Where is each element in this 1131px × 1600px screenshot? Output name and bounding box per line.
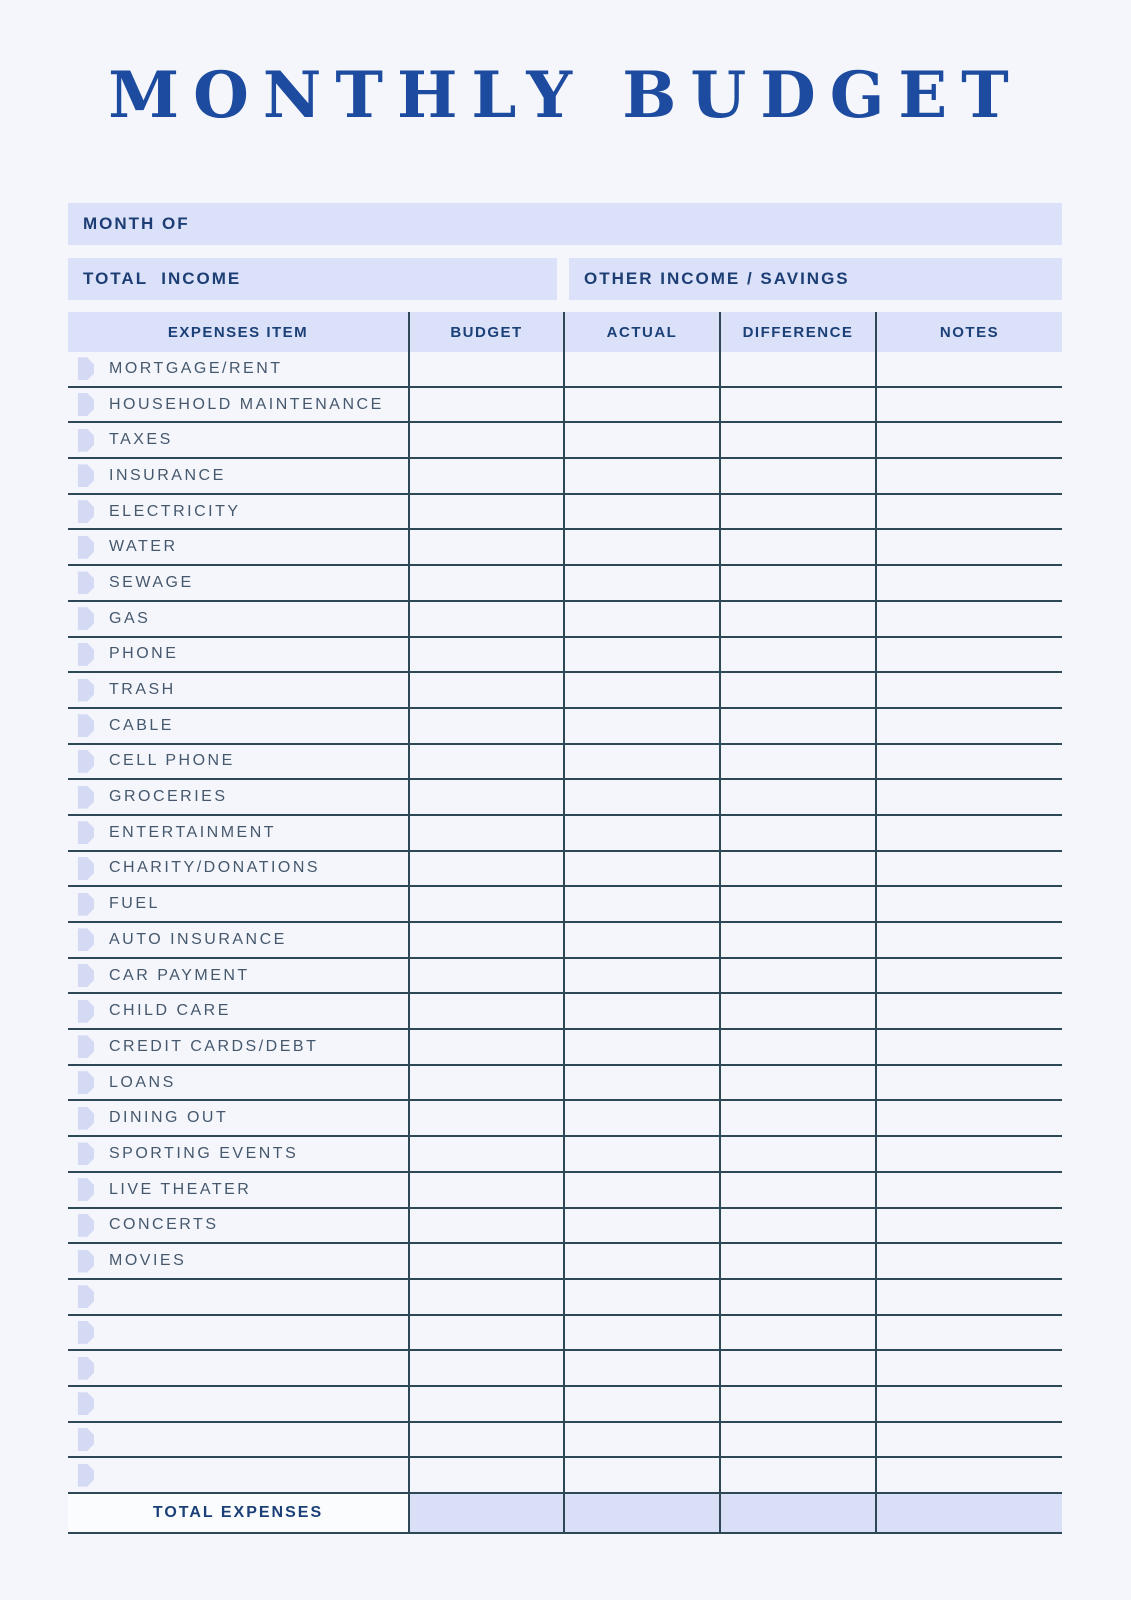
budget-cell[interactable] [408, 1458, 563, 1494]
budget-cell[interactable] [408, 1387, 563, 1423]
budget-cell[interactable] [408, 1137, 563, 1173]
actual-cell[interactable] [563, 994, 719, 1030]
expense-item-cell[interactable] [68, 994, 408, 1030]
expense-item-label: CHILD CARE [109, 1002, 231, 1020]
budget-cell[interactable] [408, 495, 563, 531]
table-row [68, 1316, 1062, 1352]
notes-cell[interactable] [875, 459, 1062, 495]
expense-item-cell[interactable] [68, 352, 408, 388]
difference-cell[interactable] [719, 352, 875, 388]
expense-item-cell[interactable] [68, 638, 408, 674]
expense-item-cell[interactable] [68, 423, 408, 459]
actual-cell[interactable] [563, 673, 719, 709]
notes-cell[interactable] [875, 1137, 1062, 1173]
expense-item-cell[interactable] [68, 745, 408, 781]
expense-item-cell[interactable] [68, 673, 408, 709]
actual-cell[interactable] [563, 566, 719, 602]
expense-item-cell[interactable] [68, 566, 408, 602]
total-expenses-row [68, 1494, 1062, 1534]
budget-cell[interactable] [408, 1316, 563, 1352]
expense-item-label: HOUSEHOLD MAINTENANCE [109, 395, 384, 413]
column-header-budget: BUDGET [408, 312, 563, 352]
expense-item-label: INSURANCE [109, 466, 226, 484]
difference-cell[interactable] [719, 673, 875, 709]
expense-item-cell[interactable] [68, 816, 408, 852]
table-row [68, 709, 1062, 745]
month-of-field[interactable] [68, 203, 1062, 245]
octagon-bullet-icon [71, 1321, 94, 1344]
table-row [68, 423, 1062, 459]
octagon-bullet-icon [71, 1428, 94, 1451]
octagon-bullet-icon [71, 1214, 94, 1237]
difference-cell[interactable] [719, 887, 875, 923]
octagon-bullet-icon [71, 964, 94, 987]
budget-cell[interactable] [408, 994, 563, 1030]
notes-cell[interactable] [875, 887, 1062, 923]
total-notes-cell[interactable] [875, 1494, 1062, 1534]
actual-cell[interactable] [563, 423, 719, 459]
actual-cell[interactable] [563, 1066, 719, 1102]
actual-cell[interactable] [563, 1387, 719, 1423]
table-row [68, 1173, 1062, 1209]
difference-cell[interactable] [719, 816, 875, 852]
difference-cell[interactable] [719, 1101, 875, 1137]
table-row [68, 352, 1062, 388]
table-row [68, 1137, 1062, 1173]
octagon-bullet-icon [71, 571, 94, 594]
difference-cell[interactable] [719, 959, 875, 995]
expense-item-cell[interactable] [68, 1458, 408, 1494]
difference-cell[interactable] [719, 1209, 875, 1245]
octagon-bullet-icon [71, 786, 94, 809]
difference-cell[interactable] [719, 638, 875, 674]
notes-cell[interactable] [875, 495, 1062, 531]
notes-cell[interactable] [875, 923, 1062, 959]
actual-cell[interactable] [563, 780, 719, 816]
octagon-bullet-icon [71, 464, 94, 487]
expense-item-cell[interactable] [68, 459, 408, 495]
octagon-bullet-icon [71, 1142, 94, 1165]
budget-cell[interactable] [408, 459, 563, 495]
octagon-bullet-icon [71, 679, 94, 702]
budget-cell[interactable] [408, 1173, 563, 1209]
table-row [68, 1244, 1062, 1280]
budget-cell[interactable] [408, 887, 563, 923]
octagon-bullet-icon [71, 857, 94, 880]
notes-cell[interactable] [875, 1387, 1062, 1423]
budget-cell[interactable] [408, 530, 563, 566]
expense-item-cell[interactable] [68, 1209, 408, 1245]
total-income-label: TOTAL INCOME [83, 269, 242, 288]
difference-cell[interactable] [719, 1173, 875, 1209]
expense-item-label: AUTO INSURANCE [109, 930, 287, 948]
difference-cell[interactable] [719, 1458, 875, 1494]
octagon-bullet-icon [71, 893, 94, 916]
notes-cell[interactable] [875, 1351, 1062, 1387]
octagon-bullet-icon [71, 1250, 94, 1273]
expense-item-label: CONCERTS [109, 1216, 219, 1234]
notes-cell[interactable] [875, 1458, 1062, 1494]
difference-cell[interactable] [719, 1423, 875, 1459]
budget-cell[interactable] [408, 1423, 563, 1459]
actual-cell[interactable] [563, 745, 719, 781]
table-row [68, 816, 1062, 852]
actual-cell[interactable] [563, 1351, 719, 1387]
actual-cell[interactable] [563, 495, 719, 531]
table-row [68, 745, 1062, 781]
total-budget-cell[interactable] [408, 1494, 563, 1534]
expense-item-cell[interactable] [68, 1030, 408, 1066]
difference-cell[interactable] [719, 709, 875, 745]
other-income-savings-field[interactable] [569, 258, 1062, 300]
actual-cell[interactable] [563, 816, 719, 852]
month-of-label: MONTH OF [83, 214, 190, 233]
table-row [68, 1066, 1062, 1102]
expense-item-cell[interactable] [68, 1423, 408, 1459]
table-row [68, 602, 1062, 638]
actual-cell[interactable] [563, 602, 719, 638]
table-row [68, 638, 1062, 674]
budget-cell[interactable] [408, 602, 563, 638]
difference-cell[interactable] [719, 1137, 875, 1173]
table-row [68, 1280, 1062, 1316]
budget-cell[interactable] [408, 852, 563, 888]
budget-cell[interactable] [408, 1209, 563, 1245]
difference-cell[interactable] [719, 994, 875, 1030]
difference-cell[interactable] [719, 1030, 875, 1066]
actual-cell[interactable] [563, 923, 719, 959]
octagon-bullet-icon [71, 500, 94, 523]
expense-item-cell[interactable] [68, 530, 408, 566]
difference-cell[interactable] [719, 602, 875, 638]
budget-table [68, 312, 1062, 1534]
expense-item-cell[interactable] [68, 959, 408, 995]
budget-cell[interactable] [408, 780, 563, 816]
notes-cell[interactable] [875, 1209, 1062, 1245]
other-income-savings-label: OTHER INCOME / SAVINGS [584, 269, 850, 288]
octagon-bullet-icon [71, 1392, 94, 1415]
expense-item-label: CELL PHONE [109, 752, 235, 770]
expense-item-cell[interactable] [68, 709, 408, 745]
expense-item-label: TRASH [109, 681, 176, 699]
notes-cell[interactable] [875, 1066, 1062, 1102]
expense-item-cell[interactable] [68, 1101, 408, 1137]
actual-cell[interactable] [563, 1137, 719, 1173]
expense-item-label: PHONE [109, 645, 179, 663]
table-row [68, 1101, 1062, 1137]
budget-cell[interactable] [408, 1030, 563, 1066]
actual-cell[interactable] [563, 530, 719, 566]
notes-cell[interactable] [875, 1244, 1062, 1280]
table-row [68, 994, 1062, 1030]
notes-cell[interactable] [875, 530, 1062, 566]
difference-cell[interactable] [719, 923, 875, 959]
expense-item-label: CAR PAYMENT [109, 966, 250, 984]
octagon-bullet-icon [71, 1464, 94, 1487]
budget-cell[interactable] [408, 388, 563, 424]
octagon-bullet-icon [71, 714, 94, 737]
budget-cell[interactable] [408, 352, 563, 388]
actual-cell[interactable] [563, 1244, 719, 1280]
table-row [68, 959, 1062, 995]
expense-item-cell[interactable] [68, 1316, 408, 1352]
budget-cell[interactable] [408, 638, 563, 674]
budget-cell[interactable] [408, 1244, 563, 1280]
table-row [68, 495, 1062, 531]
octagon-bullet-icon [71, 643, 94, 666]
expense-item-label: SPORTING EVENTS [109, 1144, 299, 1162]
actual-cell[interactable] [563, 1030, 719, 1066]
expense-item-cell[interactable] [68, 1244, 408, 1280]
expense-item-label: SEWAGE [109, 573, 194, 591]
page-title: MONTHLY BUDGET [108, 58, 1023, 133]
table-row [68, 923, 1062, 959]
notes-cell[interactable] [875, 352, 1062, 388]
notes-cell[interactable] [875, 423, 1062, 459]
difference-cell[interactable] [719, 1066, 875, 1102]
expense-item-label: CREDIT CARDS/DEBT [109, 1037, 319, 1055]
notes-cell[interactable] [875, 994, 1062, 1030]
budget-cell[interactable] [408, 1280, 563, 1316]
expense-item-label: GAS [109, 609, 151, 627]
expense-item-cell[interactable] [68, 923, 408, 959]
table-row [68, 852, 1062, 888]
expense-item-cell[interactable] [68, 602, 408, 638]
total-difference-cell[interactable] [719, 1494, 875, 1534]
table-row [68, 887, 1062, 923]
actual-cell[interactable] [563, 1423, 719, 1459]
expense-item-label: ENTERTAINMENT [109, 823, 277, 841]
actual-cell[interactable] [563, 709, 719, 745]
octagon-bullet-icon [71, 1035, 94, 1058]
total-expenses-label: TOTAL EXPENSES [152, 1504, 324, 1521]
expense-item-label: WATER [109, 538, 178, 556]
table-row [68, 1423, 1062, 1459]
difference-cell[interactable] [719, 1387, 875, 1423]
expense-item-label: LOANS [109, 1073, 176, 1091]
table-header-row [68, 312, 1062, 352]
notes-cell[interactable] [875, 1173, 1062, 1209]
expense-item-label: CABLE [109, 716, 174, 734]
actual-cell[interactable] [563, 1101, 719, 1137]
difference-cell[interactable] [719, 780, 875, 816]
difference-cell[interactable] [719, 423, 875, 459]
expense-item-cell[interactable] [68, 852, 408, 888]
octagon-bullet-icon [71, 1178, 94, 1201]
budget-cell[interactable] [408, 673, 563, 709]
actual-cell[interactable] [563, 887, 719, 923]
notes-cell[interactable] [875, 566, 1062, 602]
expense-item-label: ELECTRICITY [109, 502, 241, 520]
notes-cell[interactable] [875, 1030, 1062, 1066]
expense-item-cell[interactable] [68, 495, 408, 531]
notes-cell[interactable] [875, 959, 1062, 995]
octagon-bullet-icon [71, 607, 94, 630]
table-row [68, 566, 1062, 602]
table-row [68, 673, 1062, 709]
column-header-notes: NOTES [875, 312, 1062, 352]
actual-cell[interactable] [563, 1280, 719, 1316]
notes-cell[interactable] [875, 709, 1062, 745]
expense-item-label: TAXES [109, 431, 173, 449]
difference-cell[interactable] [719, 495, 875, 531]
difference-cell[interactable] [719, 745, 875, 781]
total-expenses-label-cell [68, 1494, 408, 1534]
octagon-bullet-icon [71, 429, 94, 452]
budget-cell[interactable] [408, 816, 563, 852]
notes-cell[interactable] [875, 1316, 1062, 1352]
budget-cell[interactable] [408, 1351, 563, 1387]
budget-cell[interactable] [408, 709, 563, 745]
table-row [68, 1209, 1062, 1245]
expense-item-label: MORTGAGE/RENT [109, 359, 283, 377]
budget-cell[interactable] [408, 566, 563, 602]
notes-cell[interactable] [875, 1280, 1062, 1316]
notes-cell[interactable] [875, 1423, 1062, 1459]
budget-cell[interactable] [408, 959, 563, 995]
column-header-expenses-item: EXPENSES ITEM [167, 323, 309, 341]
difference-cell[interactable] [719, 1280, 875, 1316]
actual-cell[interactable] [563, 1173, 719, 1209]
budget-cell[interactable] [408, 1101, 563, 1137]
notes-cell[interactable] [875, 745, 1062, 781]
actual-cell[interactable] [563, 459, 719, 495]
notes-cell[interactable] [875, 673, 1062, 709]
table-row [68, 1030, 1062, 1066]
actual-cell[interactable] [563, 959, 719, 995]
difference-cell[interactable] [719, 852, 875, 888]
octagon-bullet-icon [71, 357, 94, 380]
expense-item-cell[interactable] [68, 1351, 408, 1387]
expense-item-label: DINING OUT [109, 1109, 229, 1127]
actual-cell[interactable] [563, 1458, 719, 1494]
octagon-bullet-icon [71, 1107, 94, 1130]
table-row [68, 459, 1062, 495]
expense-item-cell[interactable] [68, 1137, 408, 1173]
difference-cell[interactable] [719, 459, 875, 495]
total-actual-cell[interactable] [563, 1494, 719, 1534]
notes-cell[interactable] [875, 388, 1062, 424]
expense-item-cell[interactable] [68, 780, 408, 816]
table-row [68, 530, 1062, 566]
table-row [68, 388, 1062, 424]
total-income-field[interactable] [68, 258, 557, 300]
difference-cell[interactable] [719, 388, 875, 424]
table-row [68, 1351, 1062, 1387]
octagon-bullet-icon [71, 1000, 94, 1023]
octagon-bullet-icon [71, 821, 94, 844]
expense-item-label: LIVE THEATER [109, 1180, 252, 1198]
table-row [68, 1458, 1062, 1494]
actual-cell[interactable] [563, 388, 719, 424]
difference-cell[interactable] [719, 1316, 875, 1352]
expense-item-cell[interactable] [68, 887, 408, 923]
difference-cell[interactable] [719, 566, 875, 602]
difference-cell[interactable] [719, 1351, 875, 1387]
expense-item-label: MOVIES [109, 1252, 187, 1270]
expense-item-cell[interactable] [68, 1387, 408, 1423]
actual-cell[interactable] [563, 1316, 719, 1352]
notes-cell[interactable] [875, 638, 1062, 674]
actual-cell[interactable] [563, 852, 719, 888]
column-header-difference: DIFFERENCE [719, 312, 875, 352]
notes-cell[interactable] [875, 852, 1062, 888]
notes-cell[interactable] [875, 816, 1062, 852]
table-row [68, 780, 1062, 816]
notes-cell[interactable] [875, 1101, 1062, 1137]
octagon-bullet-icon [71, 1285, 94, 1308]
expense-item-label: GROCERIES [109, 788, 228, 806]
difference-cell[interactable] [719, 530, 875, 566]
expense-item-cell[interactable] [68, 1280, 408, 1316]
budget-cell[interactable] [408, 423, 563, 459]
difference-cell[interactable] [719, 1244, 875, 1280]
octagon-bullet-icon [71, 928, 94, 951]
expense-item-cell[interactable] [68, 1173, 408, 1209]
octagon-bullet-icon [71, 536, 94, 559]
budget-cell[interactable] [408, 745, 563, 781]
table-row [68, 1387, 1062, 1423]
octagon-bullet-icon [71, 1071, 94, 1094]
expense-item-label: FUEL [109, 895, 160, 913]
expense-item-cell[interactable] [68, 388, 408, 424]
actual-cell[interactable] [563, 352, 719, 388]
budget-cell[interactable] [408, 923, 563, 959]
notes-cell[interactable] [875, 602, 1062, 638]
column-header-actual: ACTUAL [563, 312, 719, 352]
octagon-bullet-icon [71, 750, 94, 773]
actual-cell[interactable] [563, 638, 719, 674]
budget-cell[interactable] [408, 1066, 563, 1102]
expense-item-cell[interactable] [68, 1066, 408, 1102]
octagon-bullet-icon [71, 1357, 94, 1380]
octagon-bullet-icon [71, 393, 94, 416]
notes-cell[interactable] [875, 780, 1062, 816]
actual-cell[interactable] [563, 1209, 719, 1245]
expense-item-label: CHARITY/DONATIONS [109, 859, 321, 877]
